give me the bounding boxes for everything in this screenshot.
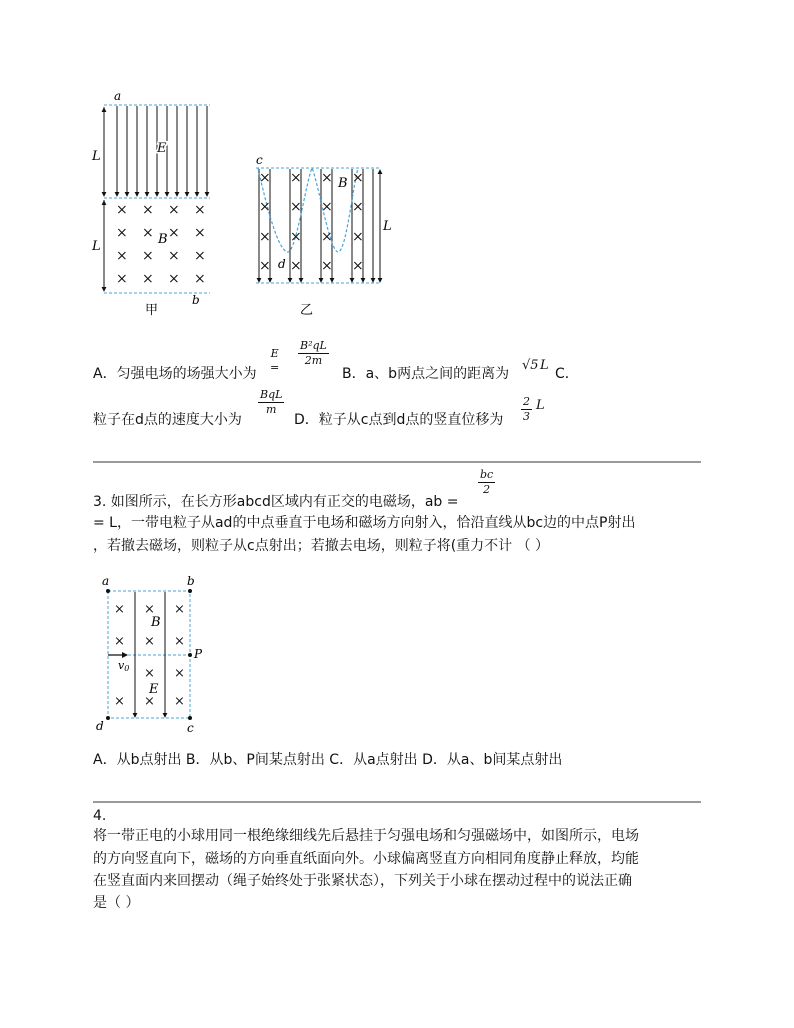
q3-options: A．从b点射出 B．从b、P间某点射出 C．从a点射出 D．从a、b间某点射出	[93, 752, 563, 768]
q3-line1: 3. 如图所示，在长方形abcd区域内有正交的电磁场，ab =	[93, 494, 459, 510]
jia-label-L2: L	[92, 239, 101, 254]
svg-text:×: ×	[114, 602, 125, 617]
q2-optB-L: L	[540, 358, 549, 373]
q3-label-B: B	[151, 615, 161, 630]
q3-label-d: d	[96, 719, 104, 733]
q2-optC-prefix: C．	[555, 366, 579, 382]
q2-optD-numerator: 2	[523, 395, 530, 408]
q3-point-b-dot	[188, 589, 192, 593]
svg-text:×: ×	[194, 225, 206, 241]
q3-label-E: E	[149, 682, 159, 697]
q2-optB: B．a、b两点之间的距离为	[342, 366, 510, 382]
q3-ratio	[478, 468, 495, 497]
svg-text:×: ×	[290, 199, 302, 215]
svg-text:×: ×	[352, 258, 364, 274]
q2-optC-numerator: BqL	[260, 388, 283, 401]
svg-text:×: ×	[114, 694, 125, 709]
svg-text:×: ×	[142, 202, 154, 218]
q3-point-c-dot	[188, 716, 192, 720]
svg-text:×: ×	[194, 248, 206, 264]
q3-ratio-denominator: 2	[483, 483, 491, 496]
svg-text:×: ×	[144, 634, 155, 649]
figure-q3	[94, 574, 210, 736]
svg-text:×: ×	[116, 225, 128, 241]
svg-text:×: ×	[259, 199, 271, 215]
svg-text:×: ×	[168, 225, 180, 241]
q2-optA-numerator: B²qL	[300, 339, 327, 352]
svg-text:×: ×	[352, 199, 364, 215]
svg-text:×: ×	[144, 694, 155, 709]
figure-jia	[90, 88, 220, 318]
svg-text:×: ×	[259, 170, 271, 186]
svg-text:×: ×	[144, 666, 155, 681]
svg-text:×: ×	[290, 258, 302, 274]
jia-label-E: E	[157, 141, 167, 156]
svg-text:×: ×	[142, 225, 154, 241]
svg-text:×: ×	[114, 634, 125, 649]
q2-optB-sqrt: √5	[522, 358, 539, 373]
svg-text:×: ×	[168, 248, 180, 264]
q2-optD-fraction	[521, 395, 532, 424]
svg-text:×: ×	[321, 229, 333, 245]
q3-point-P-dot	[188, 653, 192, 657]
svg-text:×: ×	[194, 202, 206, 218]
jia-label-L1: L	[92, 149, 101, 164]
q2-optA: A．匀强电场的场强大小为	[93, 366, 257, 382]
svg-text:×: ×	[142, 271, 154, 287]
svg-text:×: ×	[142, 248, 154, 264]
jia-label-a: a	[114, 89, 122, 103]
q2-optC-fraction	[258, 388, 284, 417]
svg-text:×: ×	[259, 229, 271, 245]
svg-text:×: ×	[174, 666, 185, 681]
svg-text:×: ×	[168, 271, 180, 287]
q3-label-b: b	[187, 574, 195, 588]
svg-text:×: ×	[116, 271, 128, 287]
q2-optA-lhs: E =	[270, 347, 280, 374]
yi-label-d: d	[278, 257, 286, 271]
q3-ratio-numerator: bc	[480, 468, 494, 481]
svg-text:×: ×	[290, 229, 302, 245]
yi-label-L: L	[383, 219, 392, 234]
q3-label-P: P	[194, 647, 203, 661]
svg-text:×: ×	[352, 229, 364, 245]
q4-line2: 的方向竖直向下，磁场的方向垂直纸面向外。小球偏离竖直方向相同角度静止释放，均能	[93, 851, 639, 867]
q2-optC-denominator: m	[266, 403, 277, 416]
q4-line3: 在竖直面内来回摆动（绳子始终处于张紧状态），下列关于小球在摆动过程中的说法正确	[93, 873, 632, 889]
svg-text:×: ×	[321, 170, 333, 186]
q2-optC: 粒子在d点的速度大小为	[93, 412, 242, 428]
svg-text:×: ×	[144, 602, 155, 617]
q3-line2: = L，一带电粒子从ad的中点垂直于电场和磁场方向射入，恰沿直线从bc边的中点P射出	[93, 515, 636, 531]
q2-optA-fraction	[298, 339, 329, 368]
yi-caption: 乙	[300, 303, 314, 318]
q2-optD-denominator: 3	[523, 410, 530, 423]
q3-point-d-dot	[106, 716, 110, 720]
jia-label-B: B	[158, 232, 168, 247]
jia-label-b: b	[192, 293, 200, 307]
yi-label-B: B	[338, 176, 348, 191]
q4-line4: 是（ ）	[93, 895, 140, 911]
svg-text:×: ×	[352, 170, 364, 186]
q2-optA-denominator: 2m	[304, 354, 323, 367]
q4-line1: 将一带正电的小球用同一根绝缘细线先后悬挂于匀强电场和匀强磁场中，如图所示，电场	[93, 828, 639, 844]
svg-text:×: ×	[174, 694, 185, 709]
jia-caption: 甲	[145, 303, 159, 318]
svg-text:×: ×	[168, 202, 180, 218]
yi-label-c: c	[256, 153, 263, 167]
divider-1	[93, 461, 701, 463]
q2-optD: D．粒子从c点到d点的竖直位移为	[294, 412, 504, 428]
svg-text:×: ×	[259, 258, 271, 274]
q2-optD-L: L	[536, 398, 545, 413]
svg-text:×: ×	[116, 202, 128, 218]
svg-text:×: ×	[194, 271, 206, 287]
q3-label-a: a	[102, 574, 110, 588]
q3-label-c: c	[187, 721, 194, 735]
svg-text:×: ×	[290, 170, 302, 186]
q3-point-a-dot	[106, 589, 110, 593]
figure-yi	[240, 152, 400, 320]
svg-text:×: ×	[116, 248, 128, 264]
svg-text:×: ×	[321, 258, 333, 274]
svg-text:×: ×	[174, 602, 185, 617]
q3-line3: ，若撤去磁场，则粒子从c点射出；若撤去电场，则粒子将(重力不计 （ ）	[93, 538, 550, 554]
q4-number: 4.	[93, 808, 107, 824]
svg-text:×: ×	[174, 634, 185, 649]
svg-text:×: ×	[321, 199, 333, 215]
divider-2	[93, 801, 701, 803]
q3-label-v0: v0	[118, 659, 130, 673]
